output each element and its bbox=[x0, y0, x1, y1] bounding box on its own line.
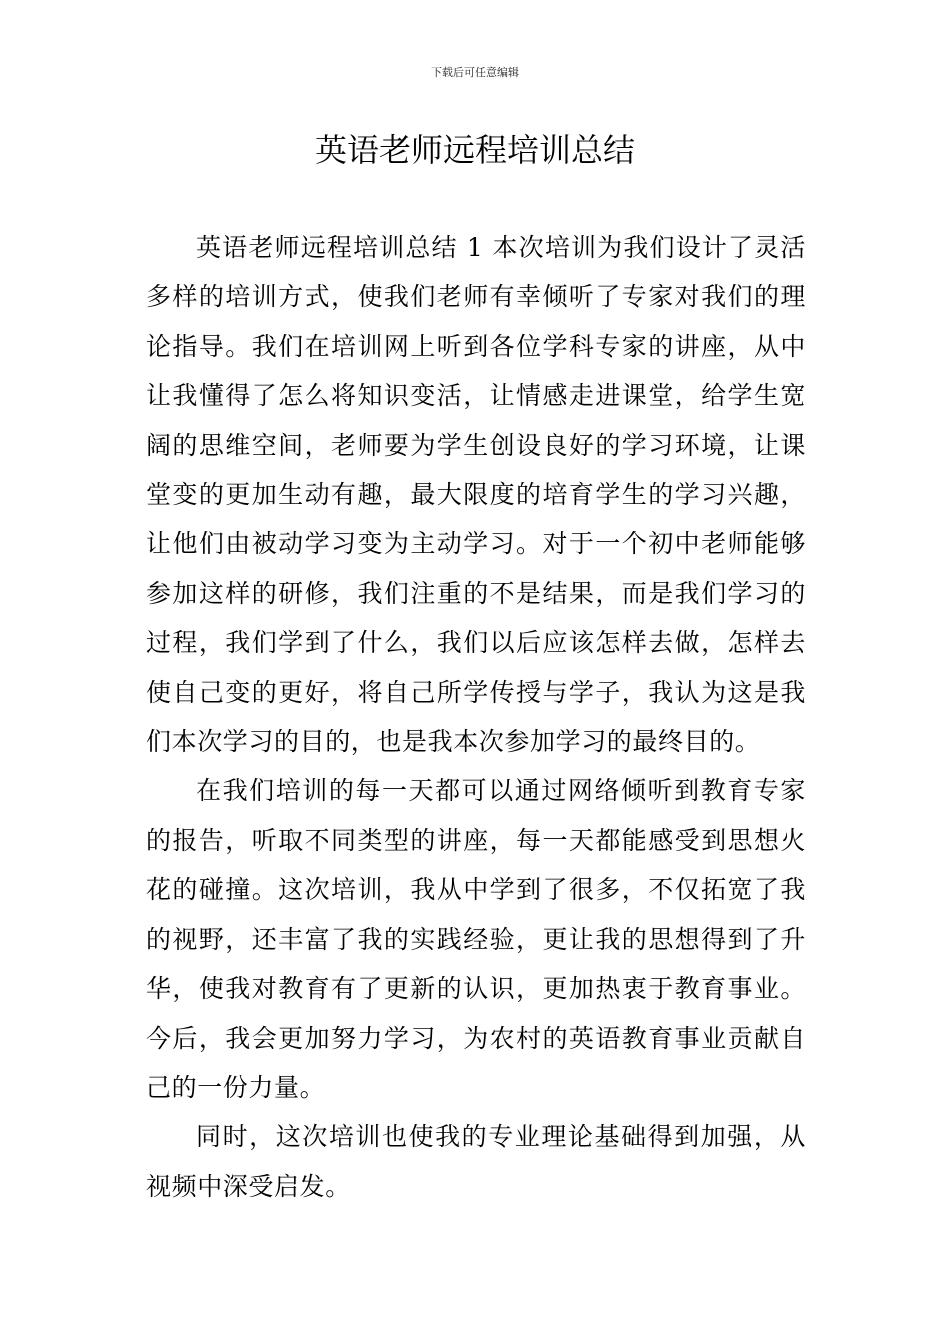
document-title: 英语老师远程培训总结 bbox=[314, 131, 635, 169]
paragraph-2: 在我们培训的每一天都可以通过网络倾听到教育专家的报告，听取不同类型的讲座，每一天都能感受到思想火花的碰撞。这次培训，我从中学到了很多，不仅拓宽了我的视野，还丰富了我的实践经验，更让我的思想得到了升华，使我对教育有了更新的认识，更加热衷于教育事业。今后，我会更加努力学习，为农村的英语教育事业贡献自己的一份力量。 bbox=[146, 776, 806, 1102]
paragraph-1: 英语老师远程培训总结 1 本次培训为我们设计了灵活多样的培训方式，使我们老师有幸倾听了专家对我们的理论指导。我们在培训网上听到各位学科专家的讲座，从中让我懂得了怎么将知识变活，让情感走进课堂，给学生宽阔的思维空间，老师要为学生创设良好的学习环境，让课堂变的更加生动有趣，最大限度的培育学生的学习兴趣，让他们由被动学习变为主动学习。对于一个初中老师能够参加这样的研修，我们注重的不是结果，而是我们学习的过程，我们学到了什么，我们以后应该怎样去做，怎样去使自己变的更好，将自己所学传授与学子，我认为这是我们本次学习的目的，也是我本次参加学习的最终目的。 bbox=[146, 233, 806, 757]
paragraph-3: 同时，这次培训也使我的专业理论基础得到加强，从视频中深受启发。 bbox=[146, 1122, 806, 1201]
page-header-note: 下载后可任意编辑 bbox=[431, 66, 519, 79]
document-body bbox=[146, 223, 806, 1211]
